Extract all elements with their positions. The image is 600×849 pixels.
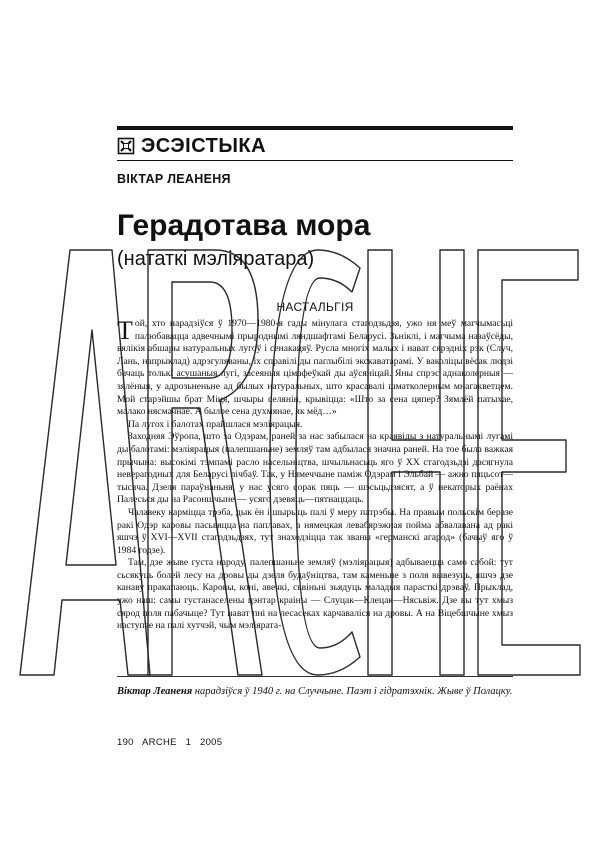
dropcap: Т — [117, 316, 133, 345]
section-title: ЭСЭІСТЫКА — [141, 134, 267, 157]
section-heading: НАСТАЛЬГІЯ — [276, 300, 354, 314]
article-author: ВІКТАР ЛЕАНЕНЯ — [117, 172, 231, 186]
framed-x-icon — [117, 137, 135, 155]
header-rule-thin — [117, 160, 513, 161]
article-title: Герадотава мора — [117, 209, 371, 242]
article-subtitle: (нататкі мэліяратара) — [117, 248, 315, 270]
footnote-text: нарадзіўся ў 1940 г. на Случчыне. Паэт і гідратэхнік. Жыве ў Полацку. — [192, 686, 513, 697]
paragraph — [117, 318, 513, 419]
section-header — [117, 134, 513, 158]
paragraph: Чалавеку карміцца трэба, дык ён і шырыць палі ў меру патрэбы. На правым польскім беразе ракі Одэр каровы пасьвяцца на паплавах, а нямецкая левабярэжная пойма абвалавана ад ракі яшчэ ў XVI—XVII стагодзьдзях, тут знаходзіцца так званы «германскі агарод» (бачыў яго ў 1984 годзе). — [117, 506, 513, 556]
paragraph-text: ой, хто нарадзіўся ў 1970—1980-я гады мінулага стагодзьдзя, ужо ня меў магчымасьці палюбавацца адвечнымі прыроднымі ляндшафтамі Беларусі. Зьніклі, і магчыма назаўсёды, вялікія абшары натуральных лугоў і сенакацяў. Русла многіх малых і нават сярэдніх рэк (Случ, Лань, напрыклад) адрэгуляваны, іх справілі ды паглыбілі экскаватарамі. У ваколіцы вёсак людзі бачаць толькі асушаныя лугі, засеяныя цімафеўкай ды аўсяніцай. Яны спрэс аднаколерныя — зялёныя, у адрозьненьне ад былых натуральных, што красавалі шматколерным мнагакветцем. Мой старэйшы брат Міця, шчыры селянін, крывіцца: «Што за сена цяпер? Зямлёй патыхае, малако нясмачнае. А былое сена духмянае, як мёд…» — [117, 318, 513, 418]
header-rule-thick — [117, 126, 513, 130]
paragraph: Там, дзе жыве густа народу, палепшаньне земляў (мэліярацыя) адбываецца само сабой: тут сьсякуць болей лесу на дровы ды дзеля будаўніцтва, там каменьне з поля вывезуць, яшчэ дзе канаву пракапаюць. Каровы, коні, авечкі, сьвіньні зьядуць маладыя парасткі дрэваў. Прыклад, ужо наш: самы густанаселены цэнтар краіны — Слуцак—Клецак—Нясьвіж. Дзе вы тут хмыз сярод поля пабачыце? Тут нават пні на лесасеках карчаваліся на дровы. А на Віцебшчыне хмыз наступае на палі хутчэй, чым мэліярата- — [117, 557, 513, 632]
footnote-author: Віктар Леаненя — [117, 686, 193, 697]
article-body — [117, 318, 513, 633]
author-footnote — [117, 685, 513, 698]
paragraph: Заходняя Эўропа, што за Одэрам, раней за нас забылася на краявіды з натуральнымі лугамі ды балотамі: мэліярацыя (палепшаньне) земляў там адбылася значна раней. На тое была важкая прычына: высокімі тэмпамі расло насельніцтва, шчыльнасьць яго ў XX стагодзьдзі дасягнула неверагодных для Беларусі лічбаў. Так, у Нямеччыне паміж Одэрам і Эльбай — ажно пяцьсот—тысяча. Дзеля параўнаньня, у нас усяго сорак пяць — шэсьцьдзясят, а ў некаторых раёнах Палесься ды на Расоншчыне — усяго дзевяць—пятнаццаць. — [117, 431, 513, 506]
page-folio: 190 ARCHE 1 2005 — [117, 737, 223, 748]
paragraph: Па лугох і балотах прайшлася мэліярацыя. — [128, 418, 303, 430]
footnote-rule — [117, 676, 513, 677]
